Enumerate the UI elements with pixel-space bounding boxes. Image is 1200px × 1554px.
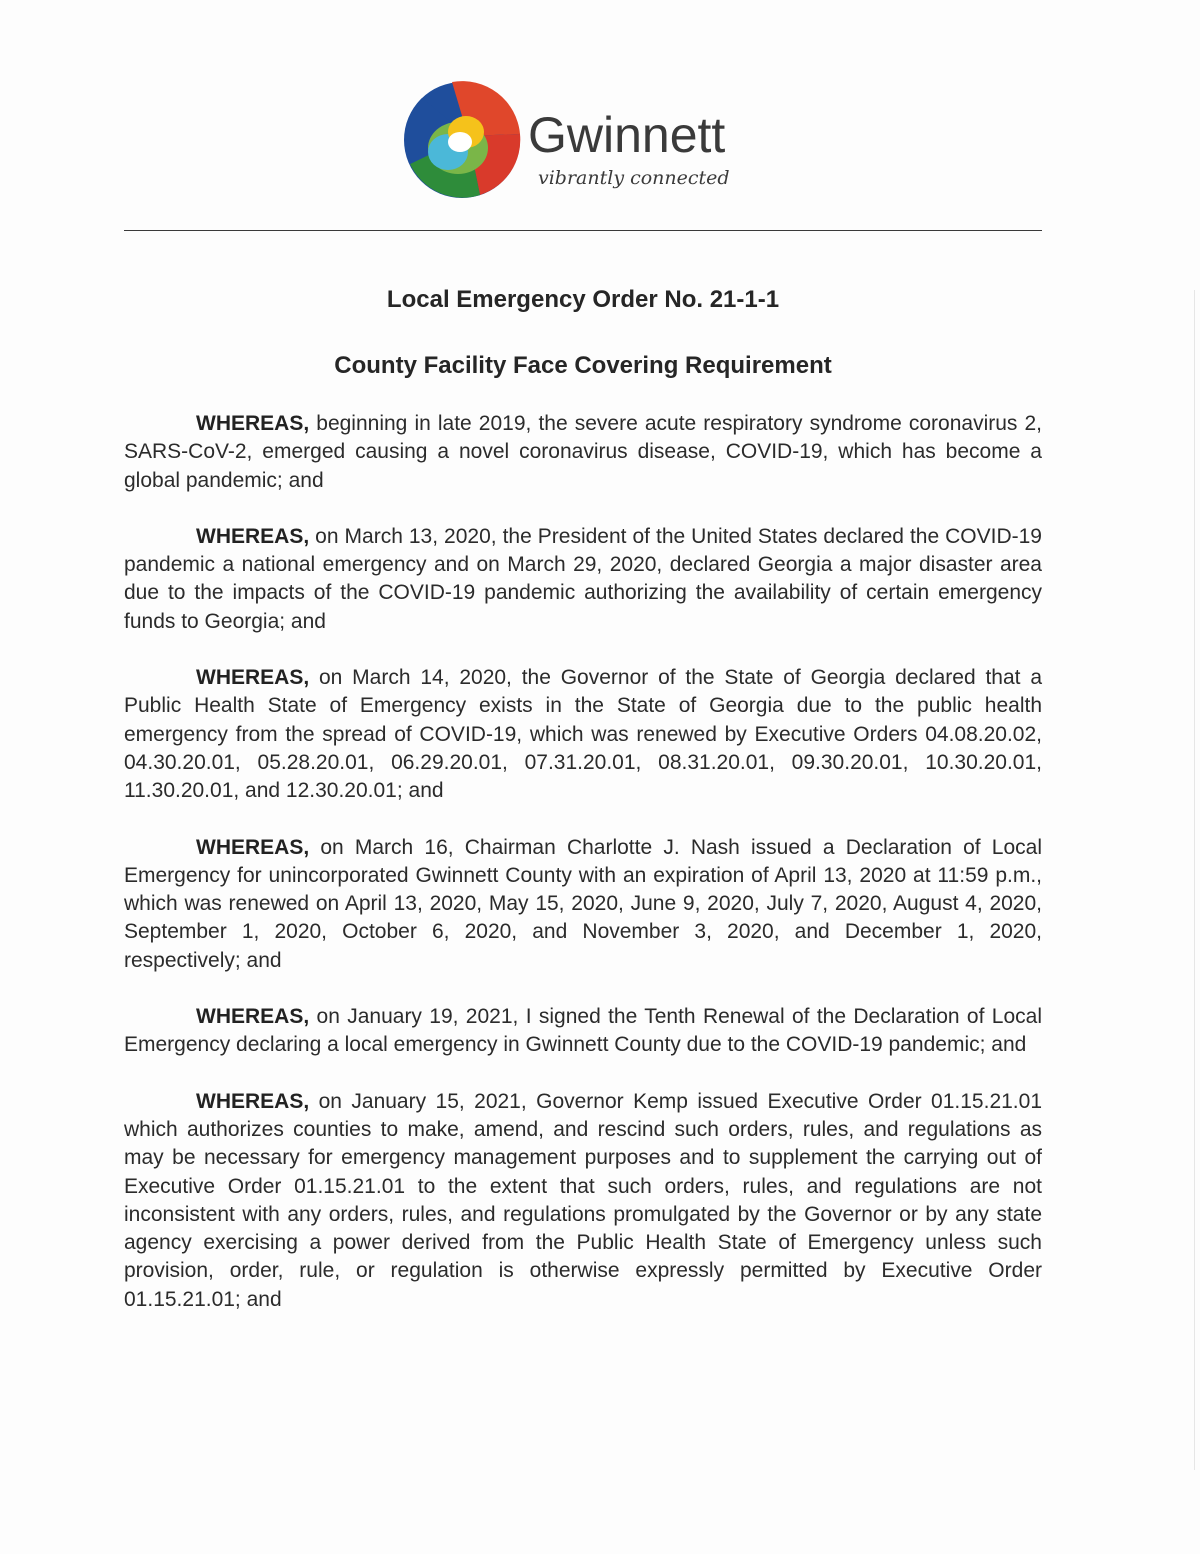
whereas-paragraph-4 xyxy=(124,834,1042,975)
gwinnett-logo xyxy=(400,78,780,206)
whereas-paragraph-1 xyxy=(124,410,1042,495)
scan-edge-line xyxy=(1194,290,1195,1470)
paragraph-keyword: WHEREAS, xyxy=(196,524,310,548)
paragraph-keyword: WHEREAS, xyxy=(196,666,310,690)
gwinnett-logo-mark xyxy=(400,78,780,206)
paragraph-text: on March 13, 2020, the President of the United States declared the COVID-19 pandemic a national emergency and on March 29, 2020, declared Georgia a major disaster area due to the impacts of the COVID-19 pandemic authorizing the availability of certain emergency funds to Georgia; and xyxy=(124,524,1042,633)
whereas-paragraph-5 xyxy=(124,1003,1042,1060)
header-divider xyxy=(124,230,1042,231)
svg-text:Gwinnett: Gwinnett xyxy=(528,107,726,163)
paragraph-text: on March 16, Chairman Charlotte J. Nash issued a Declaration of Local Emergency for unincorporated Gwinnett County with an expiration of April 13, 2020 at 11:59 p.m., which was renewed on April 13, 2020, May 15, 2020, June 9, 2020, July 7, 2020, August 4, 2020, September 1, 2020, October 6, 2020, and November 3, 2020, and December 1, 2020, respectively; and xyxy=(124,835,1042,972)
document-body xyxy=(124,410,1042,1342)
paragraph-keyword: WHEREAS, xyxy=(196,835,310,859)
paragraph-keyword: WHEREAS, xyxy=(196,1089,310,1113)
paragraph-keyword: WHEREAS, xyxy=(196,412,310,435)
document-subtitle: County Facility Face Covering Requirement xyxy=(334,352,832,379)
document-title: Local Emergency Order No. 21-1-1 xyxy=(386,286,780,313)
paragraph-text: on January 15, 2021, Governor Kemp issued Executive Order 01.15.21.01 which authorizes counties to make, amend, and rescind such orders, rules, and regulations as may be necessary for emergency management purposes and to supplement the carrying out of Executive Order 01.15.21.01 to the extent that such orders, rules, and regulations are not inconsistent with any orders, rules, and regulations promulgated by the Governor or by any state agency exercising a power derived from the Public Health State of Emergency unless such provision, order, rule, or regulation is otherwise expressly permitted by Executive Order 01.15.21.01; and xyxy=(124,1089,1042,1311)
paragraph-text: beginning in late 2019, the severe acute respiratory syndrome coronavirus 2, SARS-CoV-2, emerged causing a novel coronavirus disease, COVID-19, which has become a global pandemic; and xyxy=(124,412,1042,492)
paragraph-keyword: WHEREAS, xyxy=(196,1005,310,1029)
svg-text:vibrantly connected: vibrantly connected xyxy=(538,167,730,189)
whereas-paragraph-2 xyxy=(124,523,1042,636)
paragraph-text: on March 14, 2020, the Governor of the State of Georgia declared that a Public Health State of Emergency exists in the State of Georgia due to the public health emergency from the spread of COVID-19, which was renewed by Executive Orders 04.08.20.02, 04.30.20.01, 05.28.20.01, 06.29.20.01, 07.31.20.01, 08.31.20.01, 09.30.20.01, 10.30.20.01, 11.30.20.01, and 12.30.20.01; and xyxy=(124,666,1042,803)
whereas-paragraph-6 xyxy=(124,1088,1042,1314)
paragraph-text: on January 19, 2021, I signed the Tenth Renewal of the Declaration of Local Emergency declaring a local emergency in Gwinnett County due to the COVID-19 pandemic; and xyxy=(124,1005,1042,1057)
whereas-paragraph-3 xyxy=(124,664,1042,805)
